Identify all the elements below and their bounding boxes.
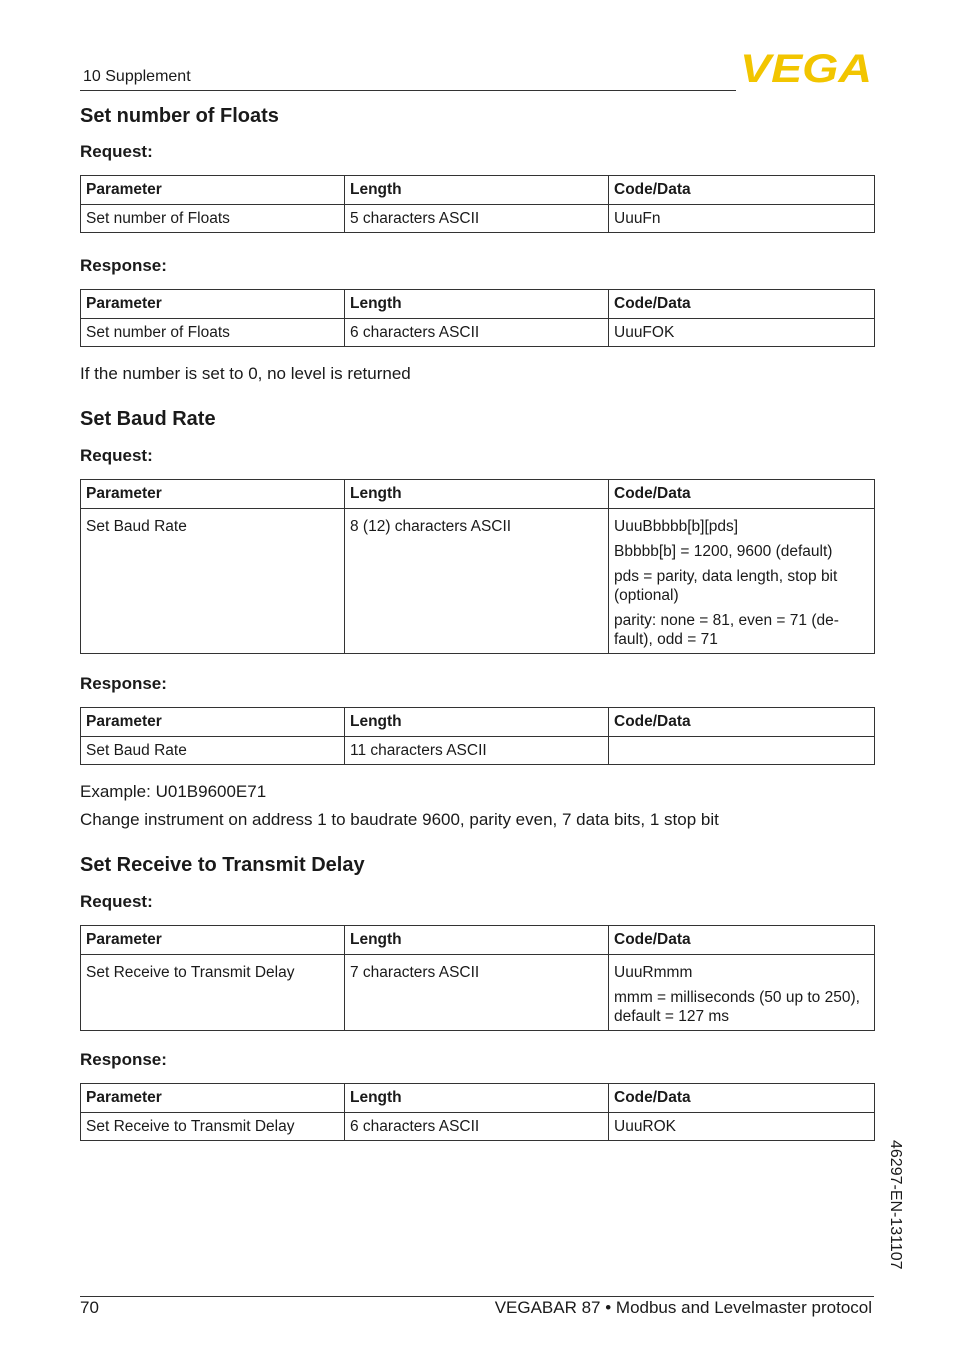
cell-code-data: UuuFn (609, 205, 875, 233)
header-parameter: Parameter (81, 926, 345, 955)
table-row (81, 319, 875, 347)
response-table-baud (80, 707, 875, 765)
table-header-row (81, 290, 875, 319)
code-line: parity: none = 81, even = 71 (de-fault), odd = 71 (614, 612, 839, 648)
cell-parameter: Set number of Floats (81, 205, 345, 233)
table-header-row (81, 708, 875, 737)
cell-code-data (609, 737, 875, 765)
response-label-floats: Response: (80, 256, 167, 275)
header-code-data: Code/Data (609, 176, 875, 205)
response-table-floats (80, 289, 875, 347)
header-code-data: Code/Data (609, 926, 875, 955)
table-row (81, 1113, 875, 1141)
header-code-data: Code/Data (609, 1084, 875, 1113)
header-parameter: Parameter (81, 708, 345, 737)
page-number: 70 (80, 1298, 99, 1317)
cell-length: 7 characters ASCII (345, 955, 609, 1031)
request-label-baud: Request: (80, 446, 153, 465)
code-line: Bbbbb[b] = 1200, 9600 (default) (614, 543, 833, 560)
header-code-data: Code/Data (609, 708, 875, 737)
cell-parameter: Set number of Floats (81, 319, 345, 347)
cell-parameter: Set Baud Rate (81, 737, 345, 765)
header-length: Length (345, 926, 609, 955)
header-parameter: Parameter (81, 480, 345, 509)
note-baud: Change instrument on address 1 to baudrate 9600, parity even, 7 data bits, 1 stop bit (80, 810, 719, 829)
example-baud: Example: U01B9600E71 (80, 782, 267, 801)
request-label-delay: Request: (80, 892, 153, 911)
table-header-row (81, 480, 875, 509)
cell-length: 5 characters ASCII (345, 205, 609, 233)
footer-document-title: VEGABAR 87 • Modbus and Levelmaster protocol (494, 1298, 872, 1317)
request-table-delay (80, 925, 875, 1031)
section-title-floats: Set number of Floats (80, 105, 279, 127)
response-table-delay (80, 1083, 875, 1141)
footer-divider (80, 1296, 874, 1297)
table-header-row (81, 176, 875, 205)
header-length: Length (345, 480, 609, 509)
request-label-floats: Request: (80, 142, 153, 161)
cell-length: 6 characters ASCII (345, 319, 609, 347)
vega-logo-text: VEGA (740, 52, 872, 84)
table-header-row (81, 1084, 875, 1113)
request-table-baud (80, 479, 875, 654)
section-title-baud: Set Baud Rate (80, 408, 216, 430)
header-length: Length (345, 1084, 609, 1113)
request-table-floats (80, 175, 875, 233)
cell-parameter: Set Baud Rate (81, 509, 345, 654)
cell-length: 11 characters ASCII (345, 737, 609, 765)
header-parameter: Parameter (81, 1084, 345, 1113)
header-parameter: Parameter (81, 176, 345, 205)
table-header-row (81, 926, 875, 955)
vega-logo (740, 52, 874, 84)
code-line: UuuRmmm (614, 964, 693, 981)
table-row (81, 509, 875, 654)
cell-code-data (609, 955, 875, 1031)
cell-code-data (609, 509, 875, 654)
cell-parameter: Set Receive to Transmit Delay (81, 955, 345, 1031)
header-length: Length (345, 708, 609, 737)
header-length: Length (345, 290, 609, 319)
code-line: mmm = milliseconds (50 up to 250), default = 127 ms (614, 989, 860, 1025)
cell-parameter: Set Receive to Transmit Delay (81, 1113, 345, 1141)
table-row (81, 955, 875, 1031)
header-code-data: Code/Data (609, 290, 875, 319)
table-row (81, 737, 875, 765)
document-code: 46297-EN-131107 (887, 1140, 904, 1270)
section-title-delay: Set Receive to Transmit Delay (80, 854, 365, 876)
header-parameter: Parameter (81, 290, 345, 319)
header-code-data: Code/Data (609, 480, 875, 509)
header-divider (80, 90, 736, 91)
response-label-delay: Response: (80, 1050, 167, 1069)
code-line: pds = parity, data length, stop bit (optional) (614, 568, 838, 604)
cell-code-data: UuuROK (609, 1113, 875, 1141)
code-line: UuuBbbbb[b][pds] (614, 518, 739, 535)
cell-length: 8 (12) characters ASCII (345, 509, 609, 654)
running-header: 10 Supplement (83, 68, 191, 85)
response-label-baud: Response: (80, 674, 167, 693)
note-floats: If the number is set to 0, no level is returned (80, 364, 411, 383)
header-length: Length (345, 176, 609, 205)
cell-length: 6 characters ASCII (345, 1113, 609, 1141)
table-row (81, 205, 875, 233)
cell-code-data: UuuFOK (609, 319, 875, 347)
